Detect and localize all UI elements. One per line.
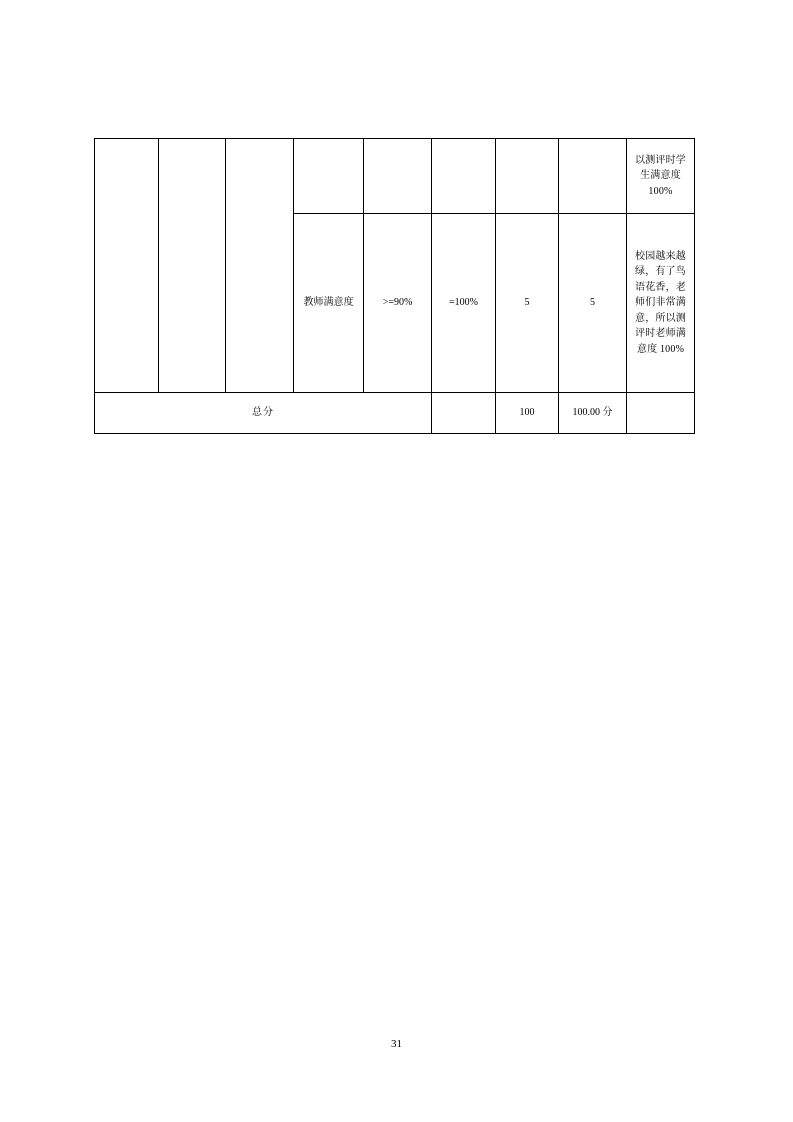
table-cell-weight: 5 — [496, 214, 559, 393]
table-cell-total-blank — [432, 393, 496, 434]
table-row-total — [95, 393, 695, 434]
table-cell-indicator-name — [294, 139, 364, 214]
table-cell-total-label: 总分 — [95, 393, 432, 434]
table-cell-score: 5 — [559, 214, 627, 393]
table-cell-actual-value: =100% — [432, 214, 496, 393]
table-cell-actual-value — [432, 139, 496, 214]
table-cell-total-score: 100.00 分 — [559, 393, 627, 434]
table-cell-remark: 以测评时学生满意度 100% — [627, 139, 695, 214]
table-cell-indicator-category — [95, 139, 159, 393]
table-row — [95, 139, 695, 214]
evaluation-table — [94, 138, 695, 434]
table-cell-total-remark — [627, 393, 695, 434]
table-cell-indicator-subgroup — [226, 139, 294, 393]
table-cell-target-value — [364, 139, 432, 214]
table-cell-score — [559, 139, 627, 214]
table-cell-remark: 校园越来越绿，有了鸟语花香，老师们非常满意，所以测评时老师满意度 100% — [627, 214, 695, 393]
table-cell-total-weight: 100 — [496, 393, 559, 434]
page-number: 31 — [391, 1038, 402, 1050]
table-cell-indicator-group — [159, 139, 226, 393]
table-cell-indicator-name: 教师满意度 — [294, 214, 364, 393]
table-cell-target-value: >=90% — [364, 214, 432, 393]
table-cell-weight — [496, 139, 559, 214]
